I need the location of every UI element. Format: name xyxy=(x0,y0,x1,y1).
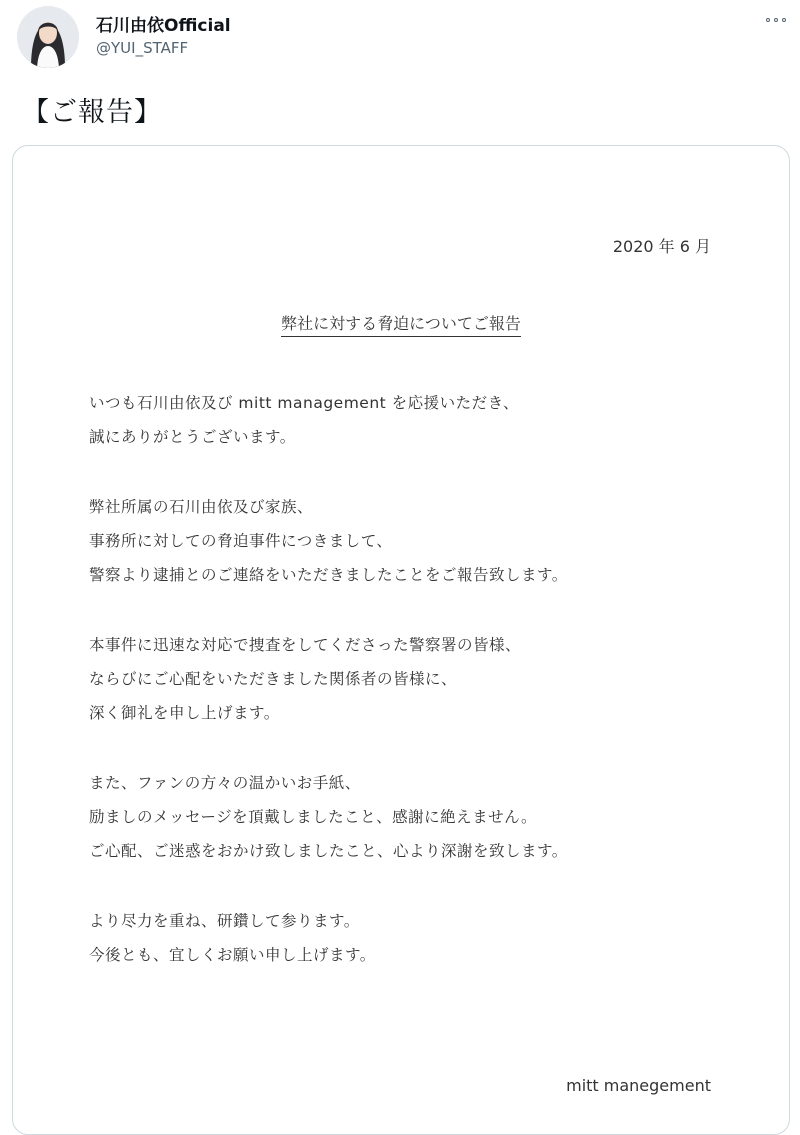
body-line: いつも石川由依及び mitt management を応援いただき、 xyxy=(89,394,520,412)
paragraph xyxy=(89,628,749,730)
more-options-button[interactable] xyxy=(762,8,792,32)
body-line: 本事件に迅速な対応で捜査をしてくださった警察署の皆様、 xyxy=(89,636,522,654)
document-signature: mitt manegement xyxy=(566,1076,711,1095)
body-line: 事務所に対しての脅迫事件につきまして、 xyxy=(89,532,393,550)
body-line: 弊社所属の石川由依及び家族、 xyxy=(89,498,314,516)
body-line: 誠にありがとうございます。 xyxy=(89,428,296,446)
body-line: より尽力を重ね、研鑽して参ります。 xyxy=(89,912,360,930)
paragraph xyxy=(89,766,749,868)
tweet-text: 【ご報告】 xyxy=(22,97,162,128)
body-line: 励ましのメッセージを頂戴しましたこと、感謝に絶えません。 xyxy=(89,808,538,826)
display-name[interactable]: 石川由依Official xyxy=(96,16,231,36)
paragraph xyxy=(89,490,749,592)
more-horizontal-icon xyxy=(766,18,770,22)
paragraph xyxy=(89,904,749,972)
body-line: また、ファンの方々の温かいお手紙、 xyxy=(89,774,361,792)
document-date: 2020 年 6 月 xyxy=(612,237,711,256)
body-line: 深く御礼を申し上げます。 xyxy=(89,704,280,722)
announcement-document xyxy=(13,146,789,1134)
paragraph xyxy=(89,386,749,454)
avatar-image xyxy=(17,6,79,68)
attached-image[interactable] xyxy=(12,145,790,1135)
tweet-header xyxy=(0,0,800,80)
avatar[interactable] xyxy=(17,6,79,68)
document-body xyxy=(89,386,749,1008)
body-line: 今後とも、宜しくお願い申し上げます。 xyxy=(89,946,376,964)
body-line: 警察より逮捕とのご連絡をいただきましたことをご報告致します。 xyxy=(89,566,568,584)
document-title-text: 弊社に対する脅迫についてご報告 xyxy=(281,314,521,337)
document-title xyxy=(13,311,789,334)
body-line: ならびにご心配をいただきました関係者の皆様に、 xyxy=(89,670,458,688)
user-handle[interactable]: @YUI_STAFF xyxy=(96,39,189,57)
body-line: ご心配、ご迷惑をおかけ致しましたこと、心より深謝を致します。 xyxy=(89,842,568,860)
